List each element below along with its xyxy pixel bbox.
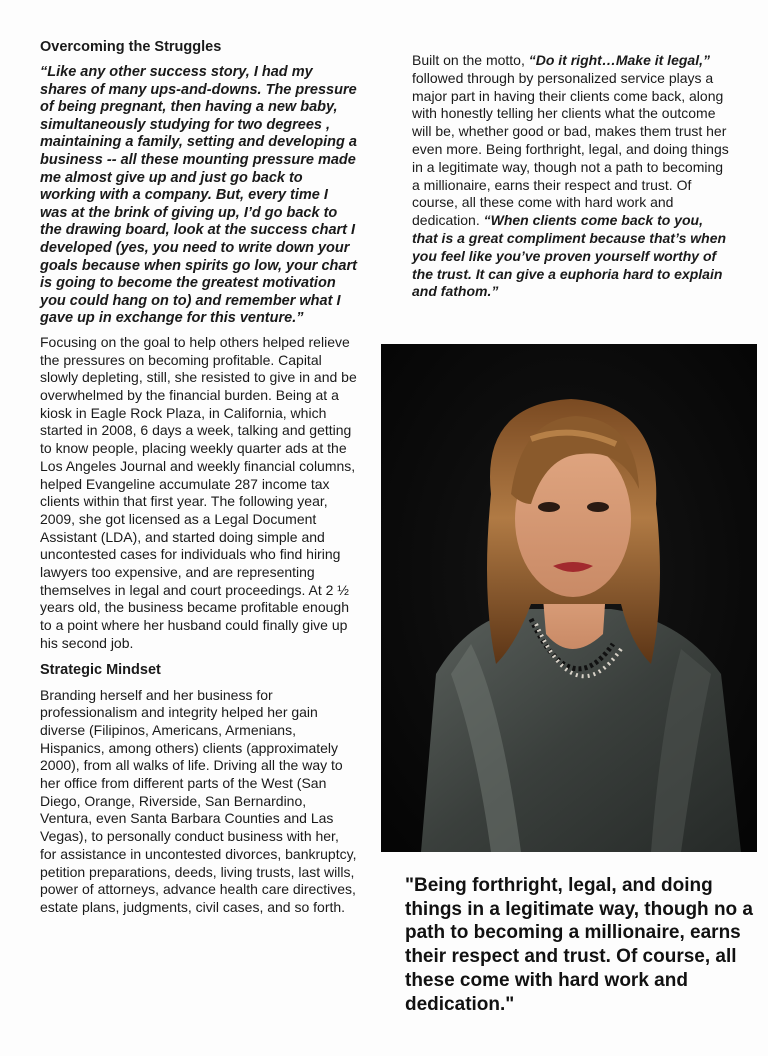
motto-body: followed through by personalized service plays a major part in having their clients come back, along with honestly telling her clients what the outcome will be, whether good or bad, makes them trust her even more. Being forthright, legal, and doing things in a legitimate way, though not a path to becoming a millionaire, earns their respect and trust. Of course, all these come with hard work and dedication. bbox=[412, 69, 729, 229]
motto-intro: Built on the motto, bbox=[412, 52, 529, 68]
portrait-photo bbox=[381, 344, 757, 852]
closing-quote: “When clients come back to you, that is a great compliment because that’s when you feel like you’ve proven yourself worthy of the trust. It can give a euphoria hard to explain and fathom.” bbox=[412, 212, 727, 300]
portrait-illustration bbox=[381, 344, 757, 852]
paragraph-motto bbox=[412, 52, 732, 301]
pull-quote: "Being forthright, legal, and doing things in a legitimate way, though no a path to becoming a millionaire, earns their respect and trust. Of course, all these come with hard work and dedication." bbox=[405, 875, 754, 1015]
motto-text: “Do it right…Make it legal,” bbox=[528, 52, 710, 68]
heading-strategic-mindset: Strategic Mindset bbox=[40, 661, 161, 678]
paragraph-branding: Branding herself and her business for professionalism and integrity helped her gain diverse (Filipinos, Americans, Armenians, Hispanics, among others) clients (approximately 2000), from all walks of life. Driving all the way to her office from different parts of the West (San Diego, Orange, Riverside, San Bernardino, Ventura, even Santa Barbara Counties and Las Vegas), to personally conduct business with her, for assistance in uncontested divorces, bankruptcy, petition preparations, deeds, living trusts, last wills, power of attorneys, advance health care directives, estate plans, judgments, civil cases, and so forth. bbox=[40, 686, 357, 915]
left-column bbox=[40, 38, 358, 925]
heading-overcoming-struggles: Overcoming the Struggles bbox=[40, 39, 222, 55]
paragraph-focusing-goal: Focusing on the goal to help others helped relieve the pressures on becoming profitable. Capital slowly depleting, still, she resisted to give in and be overwhelmed by the financial burden. Being at a kiosk in Eagle Rock Plaza, in California, which started in 2008, 6 days a week, talking and getting to know people, placing weekly quarter ads at the Los Angeles Journal and weekly financial columns, helped Evangeline accumulate 287 income tax clients within that first year. The following year, 2009, she got licensed as a Legal Document Assistant (LDA), and started doing simple and uncontested cases for individuals who find hiring lawyers too expensive, and are representing themselves in legal and court proceedings. At 2 ½ years old, the business became profitable enough to a point where her husband could finally give up his second job. bbox=[40, 333, 357, 651]
struggles-quote: “Like any other success story, I had my shares of many ups-and-downs. The pressure of being pregnant, then having a new baby, simultaneously studying for two degrees , maintaining a family, setting and developing a business -- all these mounting pressure made me almost give up and just go back to working with a company. But, every time I was at the brink of giving up, I’d go back to the drawing board, look at the success chart I developed (yes, you need to write down your goals because when spirits go low, your chart is going to become the greatest motivation you could hang on to) and remember what I gave up in exchange for this venture.” bbox=[40, 64, 357, 327]
right-column bbox=[412, 52, 732, 309]
